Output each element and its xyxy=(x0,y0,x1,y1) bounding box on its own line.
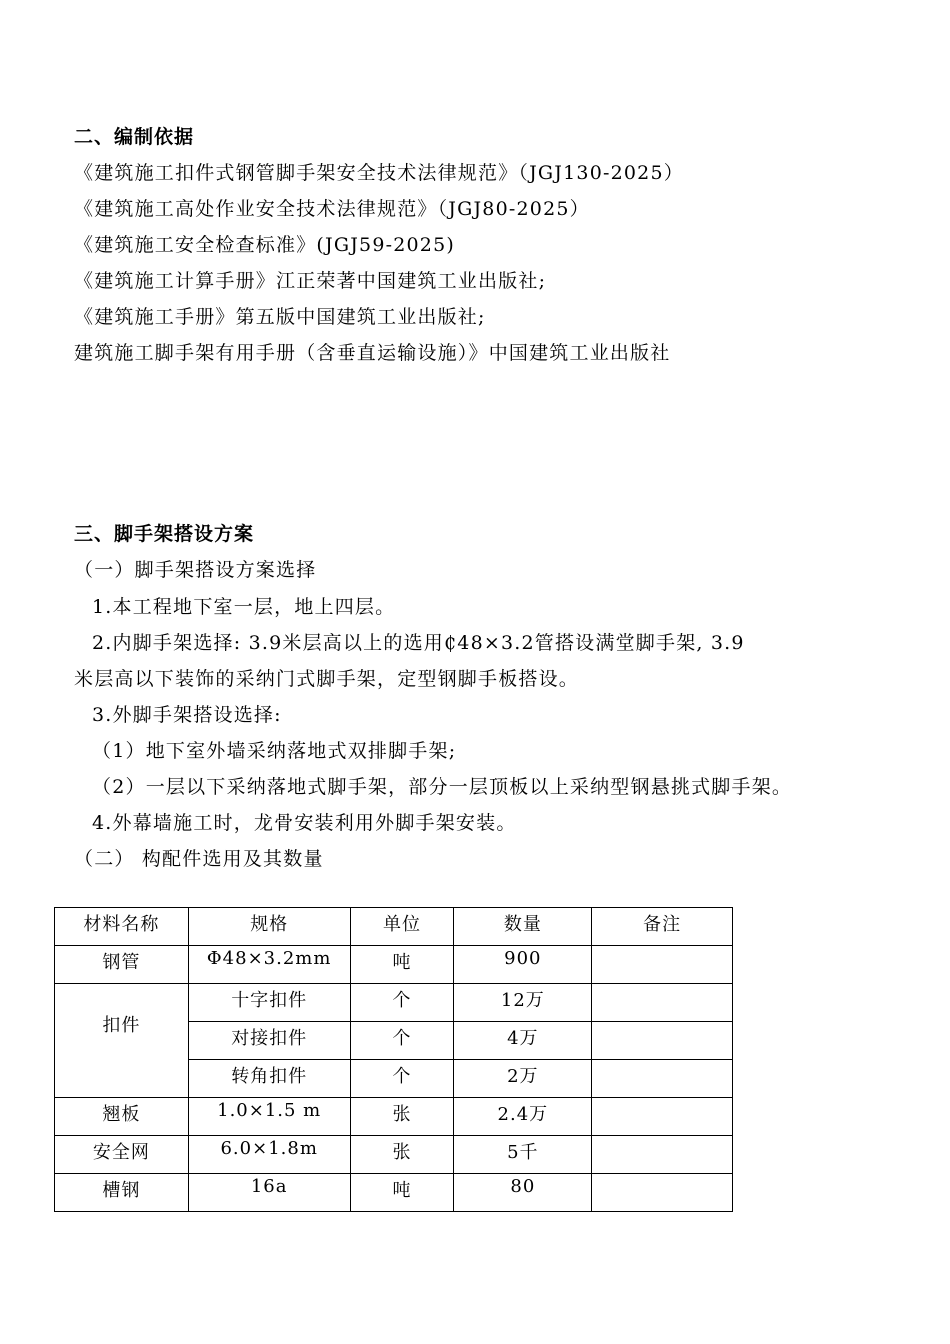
cell-note xyxy=(592,946,733,984)
reference-item: 《建筑施工高处作业安全技术法律规范》（JGJ80-2025） xyxy=(74,198,590,220)
subsection-title: （一）脚手架搭设方案选择 xyxy=(74,559,317,581)
reference-item: 《建筑施工扣件式钢管脚手架安全技术法律规范》（JGJ130-2025） xyxy=(74,162,684,184)
header-cell: 数量 xyxy=(454,908,592,946)
cell-qty: 5千 xyxy=(454,1136,592,1174)
table-row xyxy=(55,1098,733,1136)
materials-table xyxy=(54,907,733,1212)
cell-spec: Φ48×3.2mm xyxy=(188,946,350,984)
paragraph: （1）地下室外墙采纳落地式双排脚手架; xyxy=(92,740,457,762)
cell-unit: 张 xyxy=(350,1098,454,1136)
cell-unit: 吨 xyxy=(350,946,454,984)
cell-name: 槽钢 xyxy=(55,1174,189,1212)
reference-item: 建筑施工脚手架有用手册（含垂直运输设施）》中国建筑工业出版社 xyxy=(74,342,671,364)
paragraph: 3.外脚手架搭设选择: xyxy=(92,704,282,726)
cell-note xyxy=(592,1098,733,1136)
reference-item: 《建筑施工安全检查标准》(JGJ59-2025) xyxy=(74,234,455,256)
cell-spec: 十字扣件 xyxy=(188,984,350,1022)
section2-heading: 二、编制依据 xyxy=(74,126,195,148)
reference-item: 《建筑施工计算手册》江正荣著中国建筑工业出版社; xyxy=(74,270,547,292)
paragraph: 4.外幕墙施工时，龙骨安装利用外脚手架安装。 xyxy=(92,812,517,834)
cell-name: 扣件 xyxy=(55,984,189,1098)
cell-spec: 转角扣件 xyxy=(188,1060,350,1098)
table-row xyxy=(55,946,733,984)
cell-spec: 16a xyxy=(188,1174,350,1212)
table-row xyxy=(55,1174,733,1212)
cell-unit: 吨 xyxy=(350,1174,454,1212)
cell-note xyxy=(592,984,733,1022)
cell-spec: 1.0×1.5 m xyxy=(188,1098,350,1136)
table-row xyxy=(55,984,733,1022)
paragraph: 2.内脚手架选择: 3.9米层高以上的选用₵48×3.2管搭设满堂脚手架, 3.9 xyxy=(92,632,745,654)
cell-name: 安全网 xyxy=(55,1136,189,1174)
table-header-row xyxy=(55,908,733,946)
header-cell: 材料名称 xyxy=(55,908,189,946)
subsection-title: （二） 构配件选用及其数量 xyxy=(74,848,324,870)
header-cell: 单位 xyxy=(350,908,454,946)
cell-qty: 2.4万 xyxy=(454,1098,592,1136)
section3-heading: 三、脚手架搭设方案 xyxy=(74,523,255,545)
paragraph: 1.本工程地下室一层，地上四层。 xyxy=(92,596,396,618)
paragraph: 米层高以下装饰的采纳门式脚手架，定型钢脚手板搭设。 xyxy=(74,668,580,690)
header-cell: 规格 xyxy=(188,908,350,946)
cell-name: 翘板 xyxy=(55,1098,189,1136)
cell-unit: 张 xyxy=(350,1136,454,1174)
cell-unit: 个 xyxy=(350,984,454,1022)
cell-note xyxy=(592,1174,733,1212)
paragraph: （2）一层以下采纳落地式脚手架，部分一层顶板以上采纳型钢悬挑式脚手架。 xyxy=(92,776,793,798)
cell-spec: 对接扣件 xyxy=(188,1022,350,1060)
header-cell: 备注 xyxy=(592,908,733,946)
cell-unit: 个 xyxy=(350,1060,454,1098)
cell-qty: 4万 xyxy=(454,1022,592,1060)
cell-qty: 12万 xyxy=(454,984,592,1022)
cell-qty: 900 xyxy=(454,946,592,984)
reference-item: 《建筑施工手册》第五版中国建筑工业出版社; xyxy=(74,306,486,328)
cell-spec: 6.0×1.8m xyxy=(188,1136,350,1174)
cell-note xyxy=(592,1136,733,1174)
cell-name: 钢管 xyxy=(55,946,189,984)
cell-qty: 2万 xyxy=(454,1060,592,1098)
table-row xyxy=(55,1136,733,1174)
cell-unit: 个 xyxy=(350,1022,454,1060)
cell-qty: 80 xyxy=(454,1174,592,1212)
cell-note xyxy=(592,1060,733,1098)
cell-note xyxy=(592,1022,733,1060)
